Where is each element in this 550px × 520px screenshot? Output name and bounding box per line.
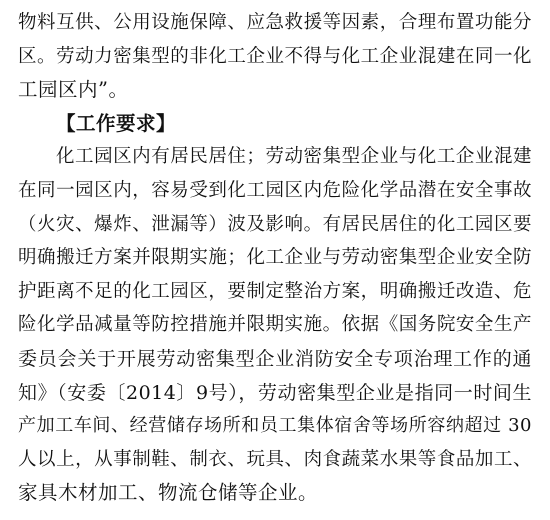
text-line-3: 工园区内”。	[18, 78, 129, 102]
text-line-8: 明确搬迁方案并限期实施；化工企业与劳动密集型企业安全防	[18, 247, 532, 269]
text-line-15: 家具木材加工、物流仓储等企业。	[18, 481, 319, 505]
text-line-6: 在同一园区内，容易受到化工园区内危险化学品潜在安全事故	[18, 180, 532, 201]
text-line-7: （火灾、爆炸、泄漏等）波及影响。有居民居住的化工园区要	[18, 213, 532, 235]
text-line-10: 险化学品减量等防控措施并限期实施。依据《国务院安全生产	[18, 314, 532, 336]
text-line-2: 区。劳动力密集型的非化工企业不得与化工企业混建在同一化	[18, 45, 532, 67]
text-line-12: 知》（安委〔2014〕9号），劳动密集型企业是指同一时间生	[18, 381, 532, 404]
text-line-1: 物料互供、公用设施保障、应急救援等因素，合理布置功能分	[18, 12, 532, 33]
text-line-5: 化工园区内有居民居住；劳动密集型企业与化工企业混建	[56, 146, 532, 168]
text-line-14: 人以上，从事制鞋、制衣、玩具、肉食蔬菜水果等食品加工、	[18, 448, 532, 470]
section-heading: 【工作要求】	[56, 111, 177, 135]
text-line-11: 委员会关于开展劳动密集型企业消防安全专项治理工作的通	[18, 348, 532, 370]
text-line-9: 护距离不足的化工园区，要制定整治方案，明确搬迁改造、危	[18, 280, 532, 302]
text-line-13: 产加工车间、经营储存场所和员工集体宿舍等场所容纳超过 30	[18, 415, 532, 437]
